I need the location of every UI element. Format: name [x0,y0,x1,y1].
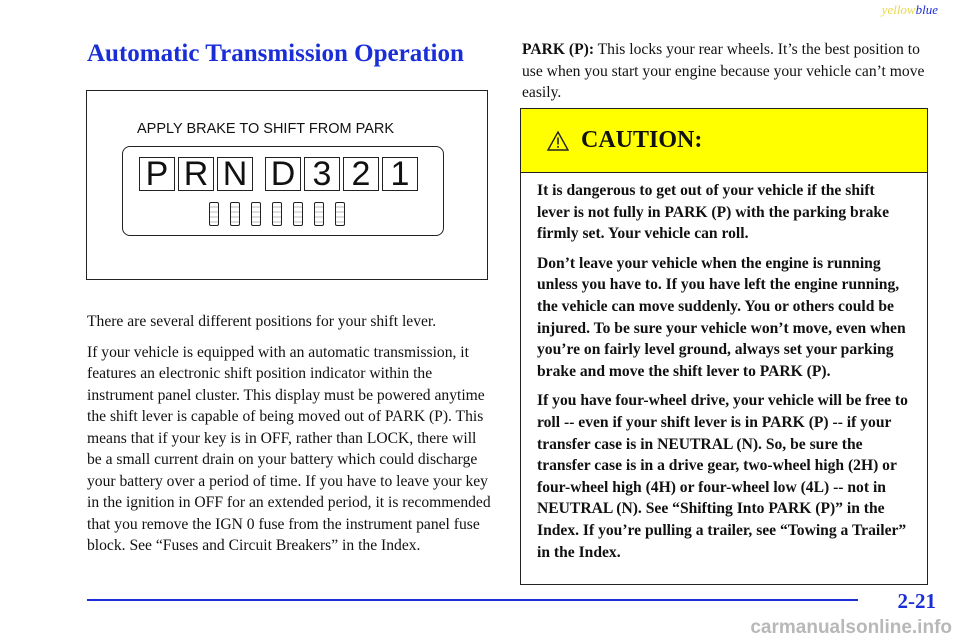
shift-indicator-figure [86,90,488,280]
indicator-lamp-icon [272,202,282,226]
caution-label: CAUTION: [581,127,703,153]
caution-paragraph: Don’t leave your vehicle when the engine is running unless you have to. If you have left the engine running, the vehicle can move suddenly. You or others could be injured. To be sure your vehicle won’t move, even when you’re on fairly level ground, always set your parking brake and move the shift lever to PARK (P). [537,254,906,380]
color-tag-yellow: yellow [881,2,916,17]
warning-triangle-icon [547,131,569,151]
caution-body [521,173,927,563]
indicator-paragraph: If your vehicle is equipped with an automatic transmission, it features an electronic shift position indicator within the instrument panel cluster. This display must be powered anytime the shift lever is capable of being moved out of PARK (P). This means that if your key is in OFF, rather than LOCK, there will be a small current drain on your battery which could discharge your battery over a period of time. If you have to leave your key in the ignition in OFF for an extended period, it is recommended that you remove the IGN 0 fuse from the instrument panel fuse block. See “Fuses and Circuit Breakers” in the Index. [87,343,491,554]
indicator-lamp-icon [230,202,240,226]
watermark: carmanualsonline.info [750,617,952,638]
color-tag-blue: blue [915,2,938,17]
gear-letter: N [217,157,253,191]
color-tag [882,2,938,18]
footer-rule [87,599,858,601]
park-description [522,39,930,104]
indicator-lamp-icon [209,202,219,226]
indicator-lamp-icon [335,202,345,226]
page-title: Automatic Transmission Operation [87,40,464,67]
caution-paragraph: It is dangerous to get out of your vehicle if the shift lever is not fully in PARK (P) with the parking brake firmly set. Your vehicle can roll. [537,182,890,243]
gear-letter: D [265,157,301,191]
indicator-lamp-icon [251,202,261,226]
intro-paragraph: There are several different positions for your shift lever. [87,313,437,330]
gear-letter: 3 [304,157,340,191]
caution-box [520,108,928,585]
caution-paragraph: If you have four-wheel drive, your vehicle will be free to roll -- even if your shift lever is in PARK (P) -- if your transfer case is in NEUTRAL (N). So, be sure the transfer case is in a drive gear, two-wheel high (2H) or four-wheel high (4H) or four-wheel low (4L) -- not in NEUTRAL (N). See “Shifting Into PARK (P)” in the Index. If you’re pulling a trailer, see “Towing a Trailer” in the Index. [537,392,908,561]
gear-letter: 2 [343,157,379,191]
shift-indicator-panel [122,146,444,236]
indicator-lamp-icon [293,202,303,226]
apply-brake-text: APPLY BRAKE TO SHIFT FROM PARK [137,121,395,137]
gear-letter: R [178,157,214,191]
gear-letters [139,157,421,191]
indicator-lamp-icon [314,202,324,226]
left-column-text [87,311,491,566]
park-text: This locks your rear wheels. It’s the best position to use when you start your engine because your vehicle can’t move easily. [522,41,925,101]
park-label: PARK (P): [522,41,595,58]
caution-header [521,109,927,173]
indicator-lamps [209,202,356,226]
page-number: 2-21 [897,589,936,613]
gear-letter: 1 [382,157,418,191]
gear-letter: P [139,157,175,191]
